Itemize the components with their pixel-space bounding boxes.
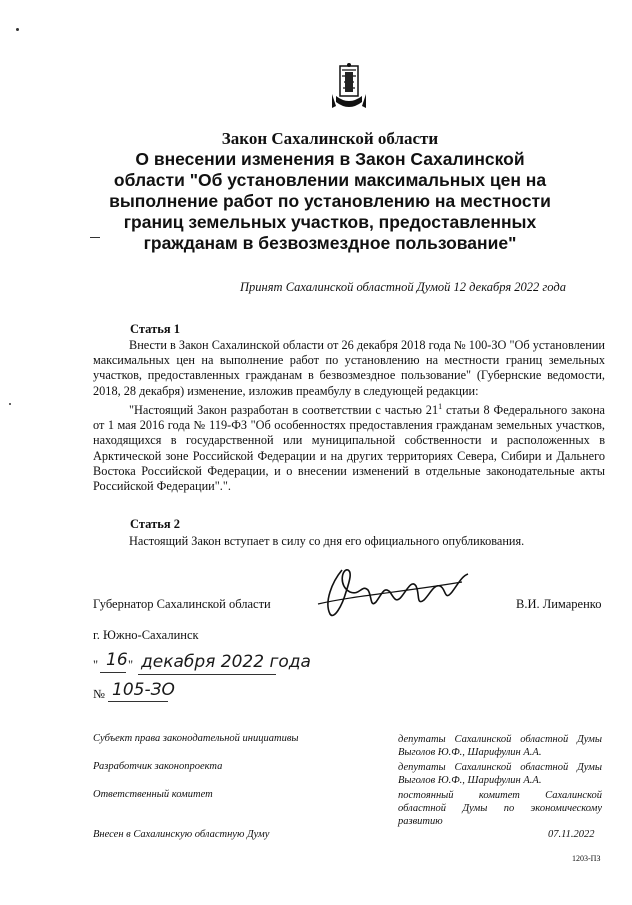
law-title-main: Закон Сахалинской области <box>221 129 439 148</box>
article-1-paragraph-2 <box>93 399 605 494</box>
signing-city: г. Южно-Сахалинск <box>93 628 199 642</box>
document-code: 1203-ПЗ <box>572 854 601 863</box>
developer-label: Разработчик законопроекта <box>93 761 223 772</box>
law-number: 105-ЗО <box>112 680 175 700</box>
superscript: 1 <box>438 401 443 411</box>
law-title-line: границ земельных участков, предоставленных <box>123 212 537 232</box>
law-title-line: гражданам в безвозмездное пользование" <box>143 233 517 253</box>
law-title-line: области "Об установлении максимальных цен на <box>113 170 547 190</box>
developer-value: депутаты Сахалинской областной Думы Выголов Ю.Ф., Шарифулин А.А. <box>398 762 602 786</box>
submitted-date: 07.11.2022 <box>548 829 595 840</box>
article-1-paragraph-2-text: статьи 8 Федерального закона от 1 мая 2016 года № 119-ФЗ "Об особенностях предоставления гражданам земельных участков, находящихся в государственной или муниципальной собственности и расположенных в Арктической зоне Российской Федерации и на других территориях Севера, Сибири и Дальнего Востока Российской Федерации, и о внесении изменений в отдельные законодательные акты Российской Федерации".". <box>93 402 605 493</box>
article-2-paragraph: Настоящий Закон вступает в силу со дня его официального опубликования. <box>129 534 525 548</box>
date-quote-close: " <box>128 658 134 672</box>
article-1-body <box>93 338 605 494</box>
scan-speck <box>16 28 19 31</box>
scan-speck <box>9 403 11 405</box>
number-underline <box>108 701 168 702</box>
scan-mark <box>90 237 100 238</box>
date-month-year: декабря 2022 года <box>141 652 311 672</box>
handwritten-signature-icon <box>312 562 472 622</box>
law-title <box>60 128 600 254</box>
adoption-note: Принят Сахалинской областной Думой 12 декабря 2022 года <box>240 280 566 294</box>
signer-position: Губернатор Сахалинской области <box>93 597 271 611</box>
date-quote-open: " <box>93 658 99 672</box>
committee-value: постоянный комитет Сахалинской областной Думы по экономическому развитию <box>398 790 602 827</box>
initiative-subject-label: Субъект права законодательной инициативы <box>93 733 299 744</box>
date-underline <box>100 672 126 673</box>
initiative-subject-value: депутаты Сахалинской областной Думы Выголов Ю.Ф., Шарифулин А.А. <box>398 734 602 758</box>
law-title-line: выполнение работ по установлению на местности <box>109 191 551 211</box>
submitted-label: Внесен в Сахалинскую областную Думу <box>93 829 270 840</box>
date-day: 16 <box>106 650 128 670</box>
law-number-prefix: № <box>93 687 105 701</box>
committee-label: Ответственный комитет <box>93 789 213 800</box>
date-underline <box>138 674 276 675</box>
article-2-heading: Статья 2 <box>130 517 180 531</box>
article-1-paragraph-2-text: "Настоящий Закон разработан в соответствии с частью 21 <box>129 402 439 417</box>
article-1-heading: Статья 1 <box>130 322 180 336</box>
coat-of-arms-icon <box>328 62 370 112</box>
article-1-paragraph-1: Внести в Закон Сахалинской области от 26 декабря 2018 года № 100-ЗО "Об установлении максимальных цен на выполнение работ по установлению на местности границ земельных участков, предоставленных гражданам в безвозмездное пользование" (Губернские ведомости, 2018, 28 декабря) изменение, изложив преамбулу в следующей редакции: <box>93 338 605 398</box>
law-title-line: О внесении изменения в Закон Сахалинской <box>135 149 525 169</box>
signer-name: В.И. Лимаренко <box>516 597 602 611</box>
article-2-body <box>93 534 605 549</box>
